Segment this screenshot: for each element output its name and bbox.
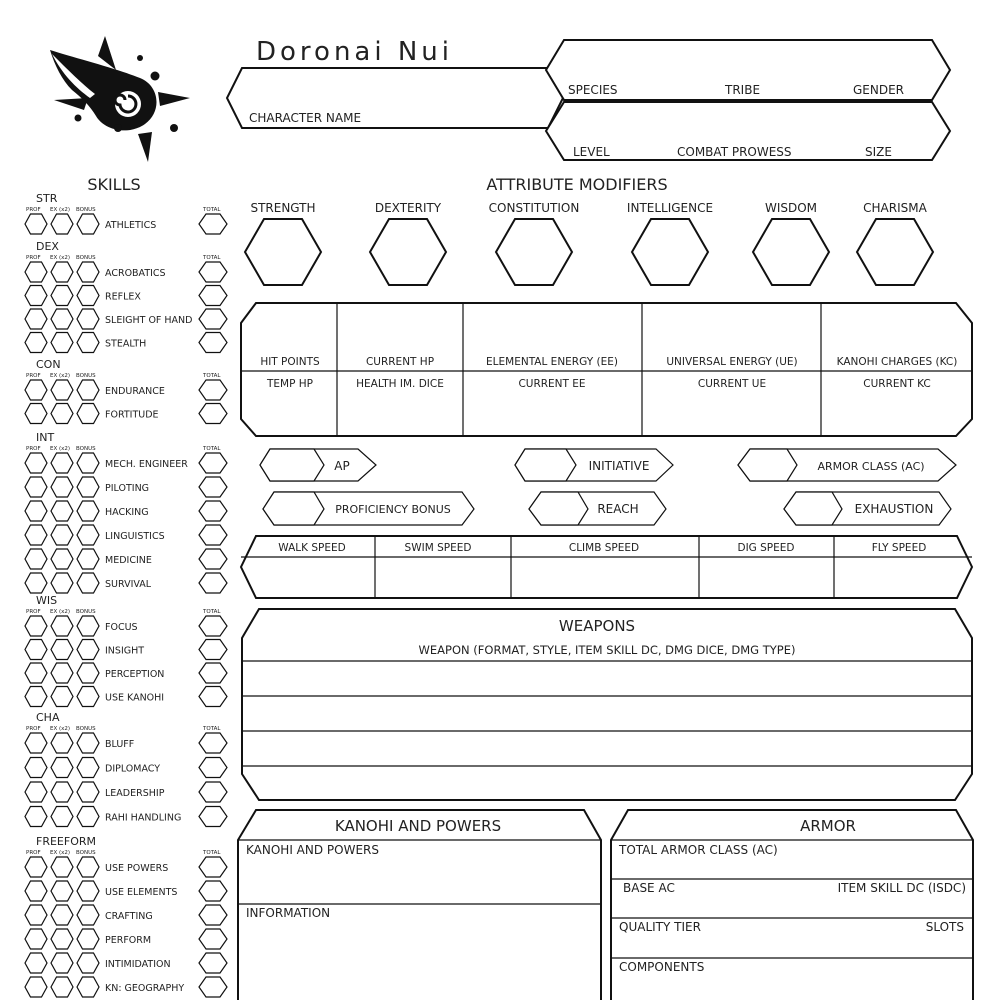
expertise-checkbox[interactable] [51,477,73,497]
size-label: SIZE [865,145,892,159]
skill-row [25,733,227,753]
bonus-label: BONUS [76,373,96,379]
stat-label: CURRENT UE [697,378,767,390]
species-label: SPECIES [568,83,618,97]
expertise-checkbox[interactable] [51,549,73,569]
attribute-modifier-field[interactable] [245,219,321,285]
expertise-checkbox[interactable] [51,758,73,778]
bonus-field[interactable] [77,404,99,424]
total-ac-label: TOTAL ARMOR CLASS (AC) [619,843,778,857]
total-label: TOTAL [203,609,221,615]
skill-row [25,905,227,925]
skill-total-field[interactable] [199,501,227,521]
skill-group-name: CON [36,358,61,371]
stat-label: CURRENT EE [518,378,586,390]
skill-total-field[interactable] [199,453,227,473]
attribute-name: DEXTERITY [374,201,442,215]
tribe-label: TRIBE [725,83,761,97]
skill-total-field[interactable] [199,262,227,282]
weapons-subtitle: WEAPON (FORMAT, STYLE, ITEM SKILL DC, DMG DICE, DMG TYPE) [418,643,796,657]
prof-checkbox[interactable] [25,687,47,707]
quality-tier-label: QUALITY TIER [619,920,701,934]
skill-name: MECH. ENGINEER [105,459,188,470]
attribute-name: WISDOM [764,201,818,215]
skill-total-field[interactable] [199,640,227,660]
prof-checkbox[interactable] [25,214,47,234]
attribute-dexterity [370,201,446,285]
expertise-checkbox[interactable] [51,807,73,827]
components-label: COMPONENTS [619,960,705,974]
skill-row [25,807,227,827]
skill-name: ACROBATICS [105,268,166,279]
prof-checkbox[interactable] [25,573,47,593]
attribute-name: CHARISMA [863,201,927,215]
bonus-label: BONUS [76,726,96,732]
exhaustion-field[interactable] [784,492,951,525]
bonus-field[interactable] [77,758,99,778]
attribute-name: INTELLIGENCE [626,201,714,215]
speed-label: FLY SPEED [871,542,927,554]
skill-name: KN: GEOGRAPHY [105,983,185,994]
prof-checkbox[interactable] [25,477,47,497]
attribute-modifiers-title: ATTRIBUTE MODIFIERS [486,175,668,194]
bonus-label: BONUS [76,609,96,615]
bonus-field[interactable] [77,262,99,282]
kanohi-block [238,810,601,1000]
bonus-field[interactable] [77,380,99,400]
prof-checkbox[interactable] [25,929,47,949]
expertise-checkbox[interactable] [51,782,73,802]
bonus-label: BONUS [76,850,96,856]
armor-title: ARMOR [800,817,856,835]
expertise-checkbox[interactable] [51,929,73,949]
bonus-field[interactable] [77,663,99,683]
ex-label: EX (x2) [50,207,71,213]
expertise-checkbox[interactable] [51,333,73,353]
prof-checkbox[interactable] [25,286,47,306]
prof-label: PROF [26,255,41,261]
skill-group-con [25,358,227,424]
skill-total-field[interactable] [199,977,227,997]
attribute-name: STRENGTH [250,201,316,215]
stat-label: KANOHI CHARGES (KC) [836,356,958,368]
bonus-label: BONUS [76,207,96,213]
skill-name: PERFORM [105,935,152,946]
proficiency-bonus-label: PROFICIENCY BONUS [335,503,451,516]
expertise-checkbox[interactable] [51,453,73,473]
skill-row [25,687,227,707]
level-label: LEVEL [573,145,610,159]
bonus-field[interactable] [77,687,99,707]
skill-name: INTIMIDATION [105,959,171,970]
expertise-checkbox[interactable] [51,525,73,545]
armor-class-label: ARMOR CLASS (AC) [817,460,925,473]
ex-label: EX (x2) [50,609,71,615]
expertise-checkbox[interactable] [51,501,73,521]
prof-checkbox[interactable] [25,501,47,521]
prof-label: PROF [26,373,41,379]
skill-row [25,857,227,877]
skill-total-field[interactable] [199,525,227,545]
skill-name: MEDICINE [105,555,152,566]
prof-checkbox[interactable] [25,905,47,925]
skill-total-field[interactable] [199,881,227,901]
bonus-label: BONUS [76,446,96,452]
skill-name: FOCUS [105,622,138,633]
prof-checkbox[interactable] [25,782,47,802]
skill-total-field[interactable] [199,758,227,778]
skill-group-name: CHA [36,711,60,724]
prof-checkbox[interactable] [25,380,47,400]
information-label: INFORMATION [246,906,331,920]
expertise-checkbox[interactable] [51,404,73,424]
bonus-field[interactable] [77,477,99,497]
prof-label: PROF [26,609,41,615]
bonus-field[interactable] [77,549,99,569]
skill-row [25,782,227,802]
bonus-field[interactable] [77,782,99,802]
skill-row [25,525,227,545]
skill-total-field[interactable] [199,733,227,753]
skill-total-field[interactable] [199,857,227,877]
prof-checkbox[interactable] [25,549,47,569]
bonus-field[interactable] [77,807,99,827]
initiative-label: INITIATIVE [588,459,650,473]
speed-label: CLIMB SPEED [568,542,640,554]
skill-name: REFLEX [105,291,141,303]
skill-row [25,477,227,497]
skill-row [25,549,227,569]
reach-field[interactable] [529,492,666,525]
skill-total-field[interactable] [199,616,227,636]
skill-total-field[interactable] [199,380,227,400]
prof-checkbox[interactable] [25,663,47,683]
expertise-checkbox[interactable] [51,309,73,329]
bonus-field[interactable] [77,286,99,306]
skill-name: SURVIVAL [105,579,152,590]
skill-total-field[interactable] [199,807,227,827]
attribute-modifier-field[interactable] [632,219,708,285]
skill-row [25,640,227,660]
prof-checkbox[interactable] [25,807,47,827]
ex-label: EX (x2) [50,850,71,856]
expertise-checkbox[interactable] [51,977,73,997]
skills-title: SKILLS [87,175,141,194]
skill-row [25,404,227,424]
attribute-modifier-field[interactable] [753,219,829,285]
expertise-checkbox[interactable] [51,640,73,660]
prof-checkbox[interactable] [25,453,47,473]
character-name-label: CHARACTER NAME [249,111,362,125]
skill-name: INSIGHT [105,645,145,657]
prof-label: PROF [26,850,41,856]
expertise-checkbox[interactable] [51,687,73,707]
stat-label: CURRENT KC [863,378,931,390]
expertise-checkbox[interactable] [51,262,73,282]
skill-row [25,573,227,593]
bonus-field[interactable] [77,214,99,234]
bonus-field[interactable] [77,525,99,545]
prof-checkbox[interactable] [25,758,47,778]
skill-group-name: INT [36,431,55,444]
skill-total-field[interactable] [199,573,227,593]
attribute-constitution [489,201,580,285]
stat-label: TEMP HP [266,378,314,390]
skill-row [25,616,227,636]
attribute-charisma [857,201,933,285]
initiative-field[interactable] [515,449,673,481]
skill-row [25,214,227,234]
stat-label: ELEMENTAL ENERGY (EE) [486,356,618,368]
ex-label: EX (x2) [50,446,71,452]
skill-row [25,286,227,306]
skill-total-field[interactable] [199,477,227,497]
skill-row [25,262,227,282]
fire-element-icon [50,36,190,162]
skill-group-wis [25,594,227,707]
skill-name: DIPLOMACY [105,763,161,775]
bonus-field[interactable] [77,501,99,521]
prof-label: PROF [26,207,41,213]
prof-checkbox[interactable] [25,857,47,877]
skill-name: SLEIGHT OF HAND [105,315,193,326]
stats-block [241,303,972,436]
prof-checkbox[interactable] [25,404,47,424]
expertise-checkbox[interactable] [51,286,73,306]
total-label: TOTAL [203,726,221,732]
armor-class-field[interactable] [738,449,956,481]
skill-row [25,977,227,997]
reach-label: REACH [597,502,639,516]
skill-name: HACKING [105,507,149,518]
speed-label: SWIM SPEED [404,542,472,554]
bonus-field[interactable] [77,929,99,949]
expertise-checkbox[interactable] [51,733,73,753]
expertise-checkbox[interactable] [51,857,73,877]
kanohi-title: KANOHI AND POWERS [334,817,502,835]
prof-checkbox[interactable] [25,640,47,660]
prof-checkbox[interactable] [25,262,47,282]
expertise-checkbox[interactable] [51,953,73,973]
skill-name: LEADERSHIP [105,788,165,799]
bonus-field[interactable] [77,640,99,660]
skill-row [25,881,227,901]
combat-prowess-label: COMBAT PROWESS [677,145,792,159]
skill-total-field[interactable] [199,953,227,973]
expertise-checkbox[interactable] [51,380,73,400]
prof-checkbox[interactable] [25,309,47,329]
bonus-field[interactable] [77,881,99,901]
bonus-field[interactable] [77,573,99,593]
ex-label: EX (x2) [50,726,71,732]
attributes-row [245,201,933,285]
skill-name: ATHLETICS [105,220,157,231]
skill-total-field[interactable] [199,929,227,949]
base-ac-label: BASE AC [623,881,675,895]
skill-total-field[interactable] [199,333,227,353]
skills-list [25,192,227,997]
skill-group-name: STR [36,192,58,205]
prof-checkbox[interactable] [25,333,47,353]
skill-group-name: WIS [36,594,58,607]
skill-total-field[interactable] [199,286,227,306]
speed-label: WALK SPEED [278,542,346,554]
attribute-intelligence [627,201,713,285]
bonus-field[interactable] [77,733,99,753]
bonus-field[interactable] [77,616,99,636]
prof-checkbox[interactable] [25,953,47,973]
attribute-name: CONSTITUTION [488,201,580,215]
expertise-checkbox[interactable] [51,881,73,901]
attribute-wisdom [753,201,829,285]
attribute-strength [245,201,321,285]
stat-label: UNIVERSAL ENERGY (UE) [666,356,798,368]
skill-row [25,453,227,473]
skill-group-int [25,431,227,593]
expertise-checkbox[interactable] [51,616,73,636]
bonus-field[interactable] [77,453,99,473]
attribute-modifier-field[interactable] [857,219,933,285]
bonus-field[interactable] [77,857,99,877]
skill-total-field[interactable] [199,905,227,925]
skill-name: RAHI HANDLING [105,812,182,824]
skill-row [25,758,227,778]
total-label: TOTAL [203,207,221,213]
ap-label: AP [334,459,350,473]
skill-row [25,663,227,683]
skill-total-field[interactable] [199,404,227,424]
skill-row [25,333,227,353]
bonus-field[interactable] [77,977,99,997]
kanohi-field-label: KANOHI AND POWERS [246,843,379,857]
skill-row [25,309,227,329]
skill-name: PILOTING [105,483,150,494]
total-label: TOTAL [203,373,221,379]
total-label: TOTAL [203,446,221,452]
character-title: Doronai Nui [256,37,454,67]
isdc-label: ITEM SKILL DC (ISDC) [837,881,966,895]
skill-group-str [25,192,227,234]
skill-group-name: FREEFORM [36,835,96,848]
total-label: TOTAL [203,255,221,261]
skill-name: CRAFTING [105,911,153,922]
prof-checkbox[interactable] [25,881,47,901]
skill-group-cha [25,711,227,827]
slots-label: SLOTS [925,920,964,934]
attribute-modifier-field[interactable] [370,219,446,285]
skill-total-field[interactable] [199,663,227,683]
total-label: TOTAL [203,850,221,856]
prof-label: PROF [26,446,41,452]
skill-row [25,501,227,521]
skill-total-field[interactable] [199,782,227,802]
skill-name: STEALTH [105,338,147,350]
expertise-checkbox[interactable] [51,214,73,234]
stat-label: CURRENT HP [365,356,435,368]
prof-checkbox[interactable] [25,525,47,545]
ex-label: EX (x2) [50,373,71,379]
skill-row [25,929,227,949]
skill-total-field[interactable] [199,214,227,234]
weapons-title: WEAPONS [558,617,636,635]
proficiency-bonus-field[interactable] [263,492,474,525]
skill-total-field[interactable] [199,309,227,329]
prof-checkbox[interactable] [25,733,47,753]
ex-label: EX (x2) [50,255,71,261]
bonus-field[interactable] [77,333,99,353]
bonus-field[interactable] [77,953,99,973]
speed-label: DIG SPEED [737,542,795,554]
attribute-modifier-field[interactable] [496,219,572,285]
skill-row [25,380,227,400]
skill-total-field[interactable] [199,549,227,569]
stat-label: HIT POINTS [260,356,320,368]
bonus-field[interactable] [77,309,99,329]
prof-checkbox[interactable] [25,616,47,636]
exhaustion-label: EXHAUSTION [854,502,934,516]
skill-name: LINGUISTICS [105,531,165,542]
skill-name: USE POWERS [105,863,169,874]
ap-field[interactable] [260,449,376,481]
skill-name: USE KANOHI [105,692,165,704]
skill-name: BLUFF [105,739,135,750]
skill-name: ENDURANCE [105,386,165,397]
expertise-checkbox[interactable] [51,905,73,925]
bonus-field[interactable] [77,905,99,925]
prof-label: PROF [26,726,41,732]
bonus-label: BONUS [76,255,96,261]
expertise-checkbox[interactable] [51,573,73,593]
stat-label: HEALTH IM. DICE [356,378,444,390]
skill-total-field[interactable] [199,687,227,707]
skill-group-dex [25,240,227,353]
prof-checkbox[interactable] [25,977,47,997]
skill-group-name: DEX [36,240,59,253]
skill-name: FORTITUDE [105,409,159,421]
weapons-block [242,609,972,800]
skill-name: PERCEPTION [105,669,165,680]
expertise-checkbox[interactable] [51,663,73,683]
skill-name: USE ELEMENTS [105,887,178,898]
gender-label: GENDER [853,83,905,97]
skill-group-freeform [25,835,227,997]
skill-row [25,953,227,973]
